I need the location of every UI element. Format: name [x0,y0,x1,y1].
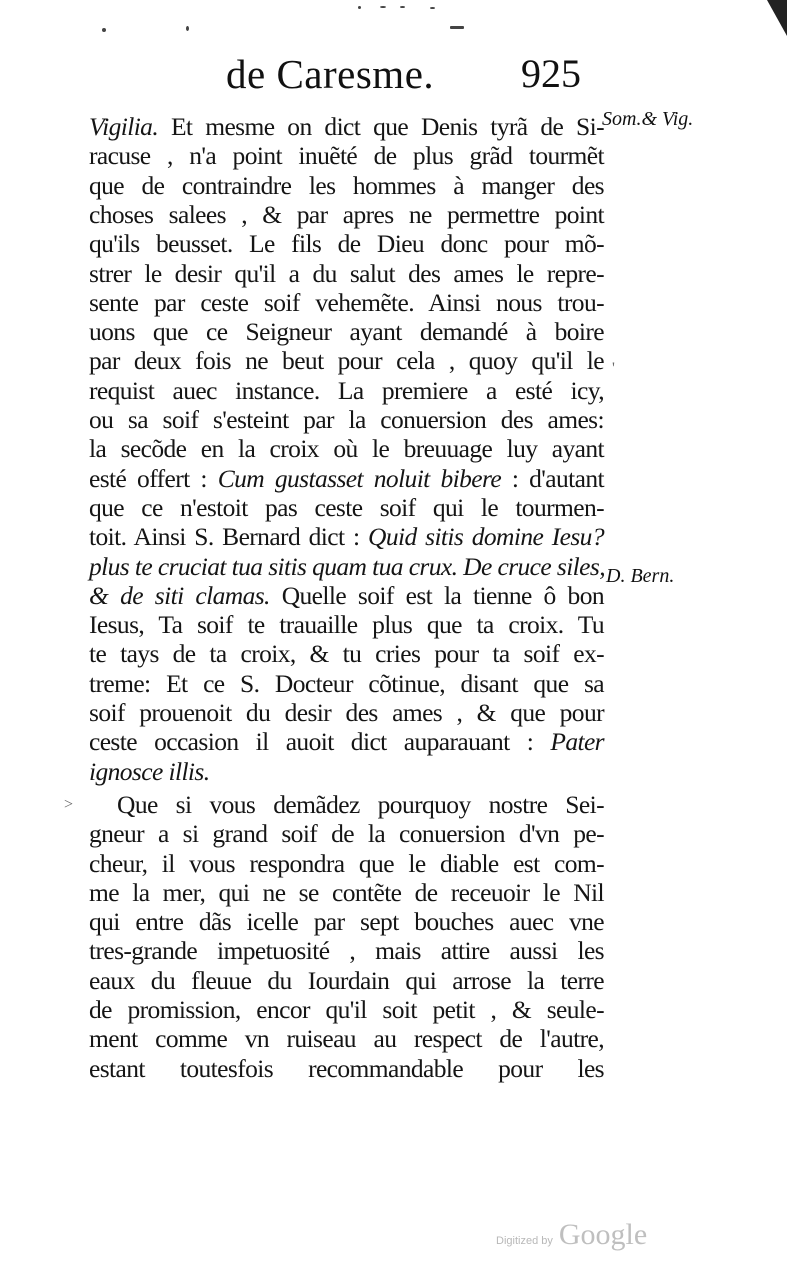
text-line [89,171,604,201]
text-line [89,819,604,849]
scan-specks [90,2,590,42]
italic-segment: Cum gustasset noluit bibere [217,463,502,493]
text-line [89,610,604,640]
text-segment: ceste occasion il auoit dict auparauant : [89,727,551,757]
text-segment: esté offert : [89,463,218,493]
text-segment: requist auec instance. La premiere a esté icy, [89,375,604,405]
text-line [89,581,604,611]
text-segment: ment comme vn ruiseau au respect de l'autre, [89,1024,604,1054]
text-line [89,464,604,494]
text-line [89,907,604,937]
text-segment: Que si vous demãdez pourquoy nostre Sei- [117,789,604,819]
text-segment: gneur a si grand soif de la conuersion d'vn pe- [89,819,604,849]
text-line [89,493,604,523]
italic-segment: ignosce illis. [89,756,210,786]
text-line [89,698,604,728]
text-segment: Iesus, Ta soif te trauaille plus que ta croix. Tu [89,610,604,640]
margin-note-bern: D. Bern. [606,565,675,587]
text-line [89,522,604,552]
text-line [89,141,604,171]
text-line [117,790,604,820]
italic-segment: & de siti clamas. [89,580,270,610]
text-line [89,995,604,1025]
text-line [89,317,604,347]
italic-segment: Vigilia. [89,112,159,141]
text-segment: uons que ce Seigneur ayant demandé à boire [89,317,604,347]
text-line [89,966,604,996]
text-line [89,639,604,669]
text-line [89,552,604,582]
text-segment: estant toutesfois recommandable pour les [89,1053,604,1083]
text-segment: sente par ceste soif vehemẽte. Ainsi nous trou- [89,287,604,317]
italic-segment: plus te cruciat tua sitis quam tua crux. De cruce siles, [89,551,605,581]
text-segment: cheur, il vous respondra que le diable est com- [89,848,604,878]
scan-mark: > [64,796,74,813]
text-line [89,405,604,435]
text-line [89,112,604,142]
page-edge-mark [761,0,787,40]
text-line [89,936,604,966]
text-line [89,757,604,787]
text-segment: me la mer, qui ne se contẽte de receuoir le Nil [89,877,604,907]
text-line [89,727,604,757]
google-logo: Google [558,1218,648,1251]
text-segment: que de contraindre les hommes à manger des [89,170,604,200]
text-segment: strer le desir qu'il a du salut des ames le repre- [89,258,604,288]
text-line [89,288,604,318]
text-segment: par deux fois ne beut pour cela , quoy qu'il le [89,346,604,376]
text-segment: Quelle soif est la tienne ô bon [269,580,605,610]
text-segment: choses salees , & par apres ne permettre point [89,199,604,229]
text-segment: treme: Et ce S. Docteur cõtinue, disant que sa [89,668,604,698]
text-line [89,878,604,908]
italic-segment: Quid sitis domine Iesu? [368,522,604,552]
text-line [89,346,604,376]
text-segment: racuse , n'a point inuẽté de plus grãd tourmẽt [89,141,604,171]
text-line [89,669,604,699]
text-line [89,1024,604,1054]
text-line [89,229,604,259]
text-segment: Et mesme on dict que Denis tyrã de Si- [158,112,604,141]
text-segment: te tays de ta croix, & tu cries pour ta soif ex- [89,639,604,669]
text-segment: tres-grande impetuosité , mais attire aussi les [89,936,604,966]
page-number: 925 [521,51,581,96]
text-line [89,376,604,406]
text-segment: soif prouenoit du desir des ames , & que pour [89,698,604,727]
text-segment: de promission, encor qu'il soit petit , & seule- [89,995,604,1024]
text-segment: eaux du fleuue du Iourdain qui arrose la terre [89,965,604,995]
text-segment: ou sa soif s'esteint par la conuersion des ames: [89,405,604,434]
italic-segment: Pater [550,727,604,757]
text-line [89,1054,604,1084]
text-segment: la secõde en la croix où le breuuage luy ayant [89,434,604,464]
text-line [89,200,604,230]
text-segment: toit. Ainsi S. Bernard dict : [89,522,368,552]
text-segment: qui entre dãs icelle par sept bouches auec vne [89,907,604,937]
text-segment: : d'autant [501,463,604,493]
text-line [89,259,604,289]
text-segment: qu'ils beusset. Le fils de Dieu donc pour mõ- [89,229,604,259]
watermark-prefix: Digitized by [496,1235,553,1247]
text-line [89,849,604,879]
running-head: de Caresme. [226,51,435,97]
text-segment: que ce n'estoit pas ceste soif qui le tourmen- [89,492,604,522]
text-line [89,434,604,464]
margin-note-som-vig: Som.& Vig. [602,108,694,130]
scan-mark: ' [612,360,615,377]
digitized-by-google-watermark [496,1218,647,1258]
